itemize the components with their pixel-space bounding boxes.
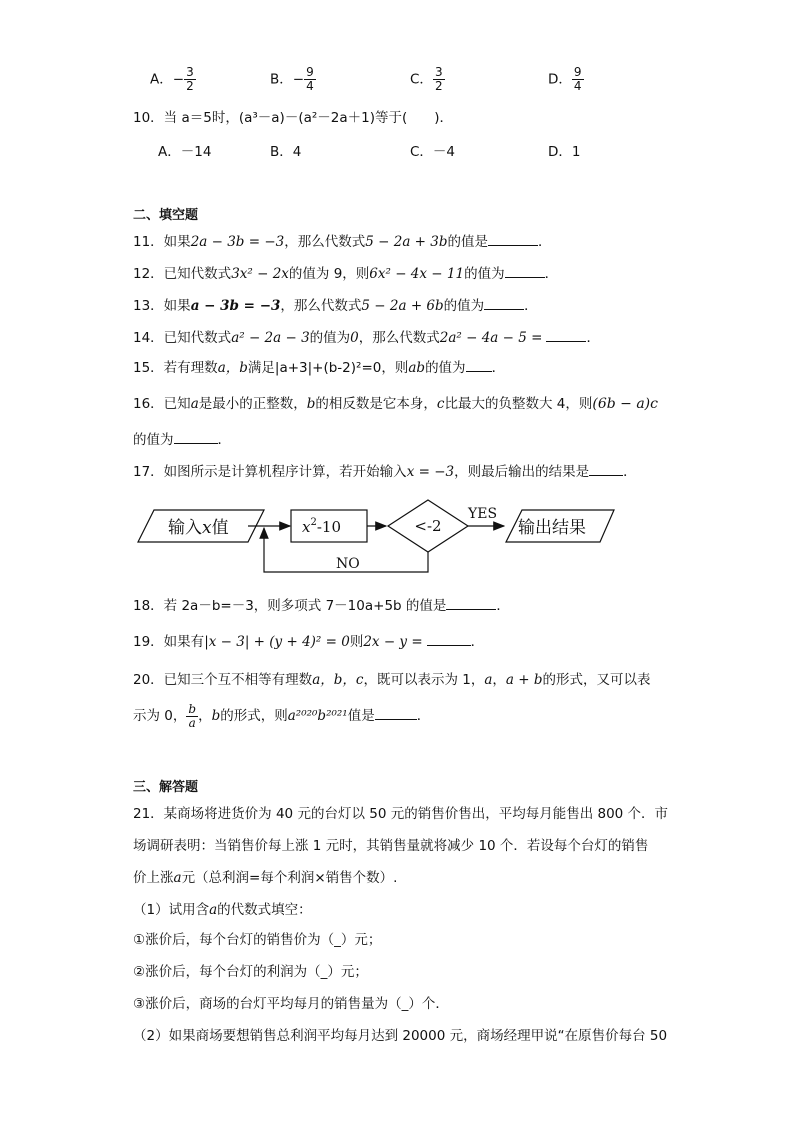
q20-pre: 20．已知三个互不相等有理数 [133, 672, 313, 688]
q12 [133, 264, 558, 284]
period: ． [217, 432, 231, 448]
q12-expr2: 6x² − 4x − 11 [369, 266, 465, 282]
decision-label: <-2 [414, 517, 442, 535]
answer-blank[interactable] [505, 265, 545, 278]
q9-option-c[interactable] [410, 66, 445, 93]
q20-mid: ，既可以表示为 1， [363, 672, 485, 688]
period: ． [496, 598, 510, 614]
option-sign: − [172, 71, 185, 88]
q14 [133, 328, 600, 348]
period: ． [586, 330, 600, 346]
q19 [133, 632, 484, 652]
q21-item3: ③涨价后，商场的台灯平均每月的销售量为（_）个． [133, 996, 449, 1012]
denominator: 2 [186, 79, 194, 93]
q11-expr1: 2a − 3b = −3 [190, 234, 285, 250]
option-sign: − [292, 71, 305, 88]
q13-mid: ，那么代数式 [280, 298, 362, 314]
q13-pre: 13．如果 [133, 298, 191, 314]
denominator: a [188, 715, 196, 730]
q18 [133, 596, 510, 616]
q12-pre: 12．已知代数式 [133, 266, 232, 282]
q20-var-a: a [484, 672, 493, 688]
numerator: b [188, 701, 197, 716]
answer-blank[interactable] [589, 463, 623, 476]
q15-ab: ab [408, 360, 426, 376]
q21-item1: ①涨价后，每个台灯的销售价为（_）元； [133, 932, 382, 948]
period: ． [544, 266, 559, 282]
q10-option-d[interactable]: D．1 [548, 144, 581, 160]
q16-var-b: b [306, 396, 316, 412]
q16-pre: 16．已知 [133, 396, 191, 412]
q17-pre: 17．如图所示是计算机程序计算，若开始输入 [133, 464, 407, 480]
q21-line3-pre: 价上涨 [133, 870, 174, 886]
q18-text: 18．若 2a－b=－3，则多项式 7－10a+5b 的值是 [133, 598, 447, 614]
no-label: NO [336, 556, 360, 572]
fraction [433, 66, 445, 93]
q20-var-b: b [211, 708, 221, 724]
q19-expr1: |x − 3| + (y + 4)² = 0 [204, 634, 350, 650]
q16-var-a: a [190, 396, 199, 412]
numerator: 9 [306, 65, 314, 79]
q21-line1: 21．某商场将进货价为 40 元的台灯以 50 元的销售价售出，平均每月能售出 800 个．市 [133, 806, 669, 822]
q17-post: ，则最后输出的结果是 [454, 464, 590, 480]
q20-line2-mid2: 的形式，则 [220, 708, 288, 724]
q11-post: 的值是 [447, 234, 488, 250]
q9-option-d[interactable] [548, 66, 584, 93]
q16-t3: 比最大的负整数大 4，则 [444, 396, 593, 412]
q20-a-plus-b: a + b [505, 672, 543, 688]
q15-vars: a，b [217, 360, 248, 376]
q11-pre: 11．如果 [133, 234, 191, 250]
q9-option-a[interactable] [150, 66, 196, 93]
q11-expr2: 5 − 2a + 3b [365, 234, 448, 250]
q20-line1 [133, 670, 651, 690]
q17-expr: x = −3 [406, 464, 455, 480]
q16-var-c: c [436, 396, 445, 412]
answer-blank[interactable] [446, 597, 496, 610]
section-heading-solutions: 三、解答题 [133, 780, 199, 795]
option-label: A． [150, 71, 173, 88]
period: ． [623, 464, 637, 480]
fraction [572, 66, 584, 93]
q16-line2 [133, 430, 231, 450]
q16-line1 [133, 394, 658, 414]
q15-mid: 满足|a+3|+(b-2)²=0，则 [247, 360, 409, 376]
q20-line2-post: 值是 [347, 708, 375, 724]
q11 [133, 232, 552, 252]
q20-line2 [133, 700, 430, 732]
q21-line3-post: 元（总利润=每个利润×销售个数）. [181, 870, 398, 886]
period: ． [491, 360, 506, 376]
q13-expr2: 5 − 2a + 6b [361, 298, 444, 314]
q10-option-b[interactable]: B．4 [270, 144, 302, 160]
q21-sub2: （2）如果商场要想销售总利润平均每月达到 20000 元，商场经理甲说“在原售价每台 50 [133, 1028, 668, 1044]
q21-line2: 场调研表明：当销售价每上涨 1 元时，其销售量就将减少 10 个．若设每个台灯的销售 [133, 838, 649, 854]
q19-mid: 则 [349, 634, 364, 650]
input-label: 输入x值 [168, 518, 229, 538]
numerator: 9 [573, 65, 582, 79]
period: ． [524, 298, 538, 314]
q10-option-a[interactable]: A．－14 [158, 144, 212, 160]
q14-zero: 0 [350, 330, 359, 346]
q20-power-expr: a²⁰²⁰b²⁰²¹ [287, 708, 348, 724]
answer-blank[interactable] [484, 297, 524, 310]
q15 [133, 358, 505, 378]
answer-blank[interactable] [466, 359, 492, 372]
q20-fraction [186, 703, 198, 730]
program-flowchart [130, 494, 630, 578]
q9-option-b[interactable] [270, 66, 316, 93]
q21-sub1-var: a [209, 902, 218, 918]
q16-expr: (6b − a)c [592, 396, 658, 412]
answer-blank[interactable] [488, 233, 538, 246]
process-label: $x^2-10$ [302, 517, 341, 536]
answer-blank[interactable] [375, 707, 417, 720]
q20-vars: a，b，c [312, 672, 364, 688]
q20-comma: ， [492, 672, 506, 688]
q20-line2-pre: 示为 0， [133, 708, 187, 724]
q15-pre: 15．若有理数 [133, 360, 218, 376]
yes-label: YES [468, 506, 498, 522]
q16-t2: 的相反数是它本身， [315, 396, 437, 412]
q14-pre: 14．已知代数式 [133, 330, 232, 346]
q14-mid2: ，那么代数式 [358, 330, 440, 346]
section-heading-fill-in: 二、填空题 [133, 208, 199, 223]
q14-expr2: 2a² − 4a − 5 = [439, 330, 543, 346]
period: ． [416, 708, 431, 724]
q16-line2-text: 的值为 [133, 432, 174, 448]
q12-mid: 的值为 9，则 [288, 266, 370, 282]
q20-line1-post: 的形式，又可以表 [542, 672, 651, 688]
q12-expr1: 3x² − 2x [231, 266, 289, 282]
q10-stem: 10．当 a＝5时，(a³－a)－(a²－2a＋1)等于( )． [133, 110, 454, 126]
answer-blank[interactable] [174, 431, 218, 444]
period: ． [470, 634, 485, 650]
numerator: 3 [434, 65, 443, 79]
q11-mid: ，那么代数式 [284, 234, 366, 250]
denominator: 4 [573, 79, 582, 93]
q13 [133, 296, 538, 316]
q21-sub1 [133, 900, 312, 920]
option-label: D． [548, 71, 572, 88]
q21-var-a: a [173, 870, 182, 886]
output-label: 输出结果 [518, 518, 586, 538]
q20-line2-mid: ， [198, 708, 212, 724]
q19-expr2: 2x − y = [363, 634, 423, 650]
q13-expr1: a − 3b = −3 [190, 298, 281, 314]
denominator: 2 [434, 79, 443, 93]
option-label: B． [270, 71, 293, 88]
q21-item2: ②涨价后，每个台灯的利润为（_）元； [133, 964, 368, 980]
answer-blank[interactable] [546, 329, 586, 342]
numerator: 3 [186, 65, 194, 79]
q17 [133, 462, 637, 482]
q15-post: 的值为 [425, 360, 466, 376]
q12-post: 的值为 [464, 266, 505, 282]
fraction [184, 66, 196, 93]
q21-line3 [133, 868, 397, 888]
fraction [304, 66, 316, 93]
q21-sub1-post: 的代数式填空： [217, 902, 312, 918]
q14-expr1: a² − 2a − 3 [231, 330, 310, 346]
answer-blank[interactable] [427, 633, 471, 646]
q21-sub1-pre: （1）试用含 [133, 902, 210, 918]
q19-pre: 19．如果有 [133, 634, 205, 650]
q10-option-c[interactable]: C．－4 [410, 144, 456, 160]
q14-mid: 的值为 [309, 330, 351, 346]
option-label: C． [410, 71, 433, 88]
denominator: 4 [306, 79, 314, 93]
q16-t1: 是最小的正整数， [198, 396, 307, 412]
period: ． [538, 234, 552, 250]
q13-post: 的值为 [443, 298, 485, 314]
